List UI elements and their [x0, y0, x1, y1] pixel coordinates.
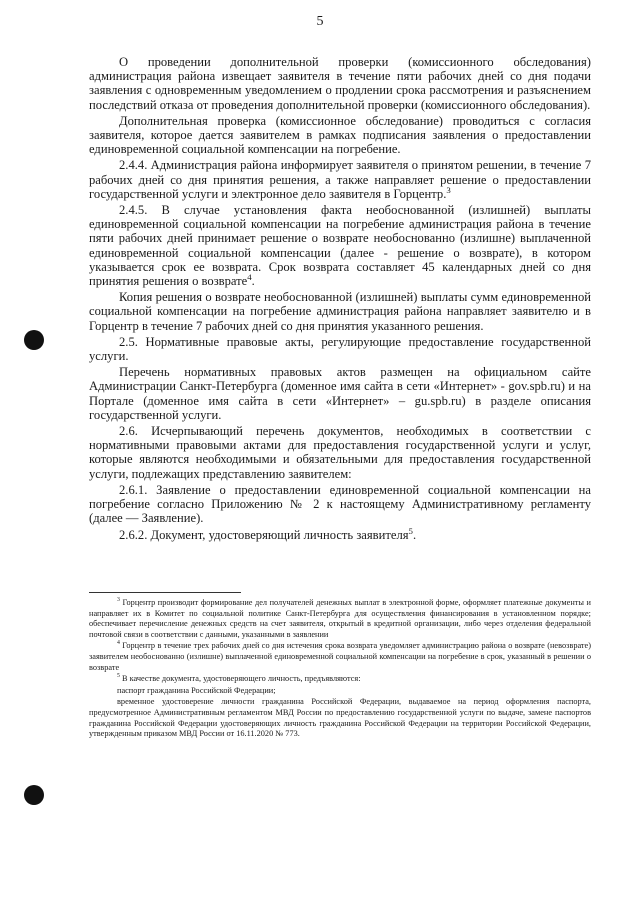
footnote-ref-4: 4 — [247, 271, 252, 282]
paragraph-2-4-4: 2.4.4. Администрация района информирует заявителя о принятом решении, в течение 7 рабочих дней со дня принятия решения, а также направляет решение о предоставлении государственной услуги и электронное дело заявителя в Горцентр.$^3$ — [89, 158, 591, 201]
footnote-3: $^3$ Горцентр производит формирование дел получателей денежных выплат в электронной форме, оформляет платежные документы и направляет их в Комитет по социальной политике Санкт-Петербурга для осуществления финансирования в установленном порядке; обеспечивает перечисление денежных средств на счет заявителя, открытый в кредитной организации, либо через отделения федеральной почтовой связи в соответствии с данными, указанными в заявлении — [89, 597, 591, 639]
footnote-separator — [89, 592, 241, 593]
paragraph-refund-copy: Копия решения о возврате необоснованной (излишней) выплаты сумм единовременной социальной компенсации на погребение администрация района направляет заявителю и в Горцентр в течение 7 рабочих дней со дня принятия указанного решения. — [89, 290, 591, 333]
paragraph-additional-check-consent: Дополнительная проверка (комиссионное обследование) проводиться с согласия заявителя, которое дается заявителем в рамках подписания заявления о предоставлении единовременной социальной компенсации на погребение. — [89, 113, 591, 157]
paragraph-2-6: 2.6. Исчерпывающий перечень документов, необходимых в соответствии с нормативными правовыми актами для предоставления государственной услуги и услуг, которые являются необходимыми и обязательными для предоставления государственной услуги, подлежащих представлению заявителем: — [89, 424, 591, 481]
paragraph-additional-check-notice: О проведении дополнительной проверки (комиссионного обследования) администрация района извещает заявителя в течение пяти рабочих дней со дня подачи заявления с одновременным уведомлением о продлении срока рассмотрения и разъяснением последствий отказа от проведения дополнительной проверки (комиссионного обследования). — [89, 55, 591, 112]
paragraph-2-5: 2.5. Нормативные правовые акты, регулирующие предоставление государственной услуги. — [89, 334, 591, 364]
footnote-5: $^5$ В качестве документа, удостоверяющего личность, предъявляются: — [117, 673, 361, 684]
footnote-ref-3: 3 — [446, 184, 451, 195]
paragraph-2-4-5: 2.4.5. В случае установления факта необоснованной (излишней) выплаты единовременной социальной компенсации на погребение администрация района в течение пяти рабочих дней принимает решение о возврате необоснованно (излишне) выплаченной единовременной социальной компенсации (далее - решение о возврате), в котором указывается срок ее возврата. Срок возврата составляет 45 календарных дней со дня принятия решения о возврате$^4$. — [89, 203, 591, 289]
paragraph-2-6-2: 2.6.2. Документ, удостоверяющий личность заявителя$^5$. — [119, 525, 417, 542]
document-body — [89, 55, 591, 544]
page-number: 5 — [316, 14, 324, 29]
footnote-ref-5: 5 — [408, 525, 413, 536]
paragraph-legal-acts-list: Перечень нормативных правовых актов размещен на официальном сайте Администрации Санкт-Петербурга (доменное имя сайта в сети «Интернет» - gov.spb.ru) и на Портале (доменное имя сайта в сети «Интернет» – gu.spb.ru) в разделе описания государственной услуги. — [89, 365, 591, 422]
footnote-5-passport: паспорт гражданина Российской Федерации; — [117, 685, 276, 695]
binder-hole-top — [24, 330, 44, 350]
footnotes — [89, 598, 591, 741]
footnote-4: $^4$ Горцентр в течение трех рабочих дней со дня истечения срока возврата уведомляет администрацию района о возврате (невозврате) заявителем необоснованно (излишне) выплаченной единовременной социальной компенсации на погребение в срок, указанный в решении о возврате — [89, 640, 592, 672]
footnote-5-temporary-id: временное удостоверение личности гражданина Российской Федерации, выдаваемое на период оформления паспорта, предусмотренное Административным регламентом МВД России по предоставлению государственной услуги по выдаче, замене паспортов гражданина Российской Федерации удостоверяющих личность гражданина Российской Федерации на территории Российской Федерации, утвержденным приказом МВД России от 16.11.2020 № 773. — [89, 697, 591, 739]
paragraph-2-6-1: 2.6.1. Заявление о предоставлении единовременной социальной компенсации на погребение согласно Приложению № 2 к настоящему Административному регламенту (далее — Заявление). — [89, 482, 591, 526]
binder-hole-bottom — [24, 785, 44, 805]
